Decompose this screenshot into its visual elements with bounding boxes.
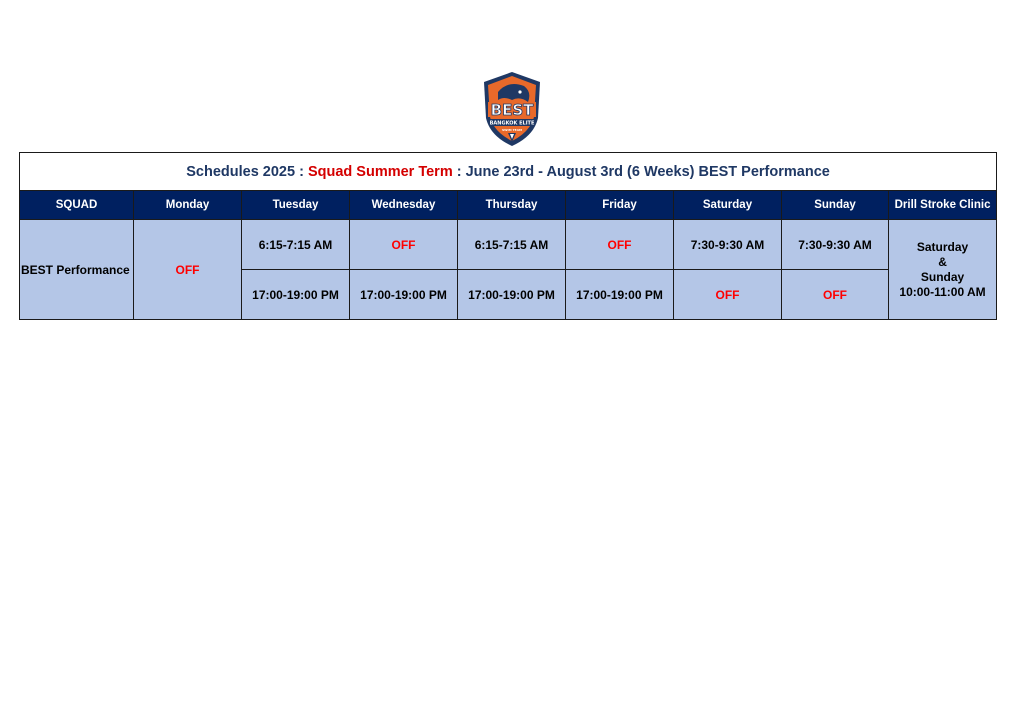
thursday-evening: 17:00-19:00 PM xyxy=(458,270,566,320)
shield-logo-icon xyxy=(478,70,546,148)
sunday-morning: 7:30-9:30 AM xyxy=(782,220,889,270)
team-logo xyxy=(478,70,546,148)
header-monday: Monday xyxy=(134,191,242,220)
tuesday-morning: 6:15-7:15 AM xyxy=(242,220,350,270)
thursday-morning: 6:15-7:15 AM xyxy=(458,220,566,270)
title-term: Squad Summer Term xyxy=(307,163,453,180)
header-friday: Friday xyxy=(566,191,674,220)
tuesday-evening: 17:00-19:00 PM xyxy=(242,270,350,320)
header-drill-stroke-clinic: Drill Stroke Clinic xyxy=(889,191,997,220)
clinic-line2: & xyxy=(938,254,947,269)
header-squad: SQUAD xyxy=(20,191,134,220)
clinic-line1: Saturday xyxy=(916,239,969,254)
wednesday-morning: OFF xyxy=(350,220,458,270)
sunday-evening: OFF xyxy=(782,270,889,320)
monday-cell: OFF xyxy=(134,220,242,320)
morning-row xyxy=(20,220,997,270)
logo-subtitle: BANGKOK ELITE xyxy=(489,120,535,127)
title-part1: Schedules 2025 : xyxy=(186,163,308,180)
logo-small-text: SWIM TEAM xyxy=(501,128,523,132)
clinic-line3: Sunday xyxy=(920,269,965,284)
title-part2: : June 23rd - August 3rd (6 Weeks) BEST Performance xyxy=(452,163,830,180)
squad-name: BEST Performance xyxy=(20,220,134,320)
friday-morning: OFF xyxy=(566,220,674,270)
friday-evening: 17:00-19:00 PM xyxy=(566,270,674,320)
header-sunday: Sunday xyxy=(782,191,889,220)
clinic-line4: 10:00-11:00 AM xyxy=(899,284,986,299)
header-row xyxy=(20,191,997,220)
saturday-morning: 7:30-9:30 AM xyxy=(674,220,782,270)
header-tuesday: Tuesday xyxy=(242,191,350,220)
schedule-title xyxy=(20,153,997,191)
header-saturday: Saturday xyxy=(674,191,782,220)
clinic-cell xyxy=(889,220,997,320)
header-wednesday: Wednesday xyxy=(350,191,458,220)
header-thursday: Thursday xyxy=(458,191,566,220)
wednesday-evening: 17:00-19:00 PM xyxy=(350,270,458,320)
saturday-evening: OFF xyxy=(674,270,782,320)
schedule-table xyxy=(19,152,997,320)
logo-word: BEST xyxy=(490,101,534,119)
